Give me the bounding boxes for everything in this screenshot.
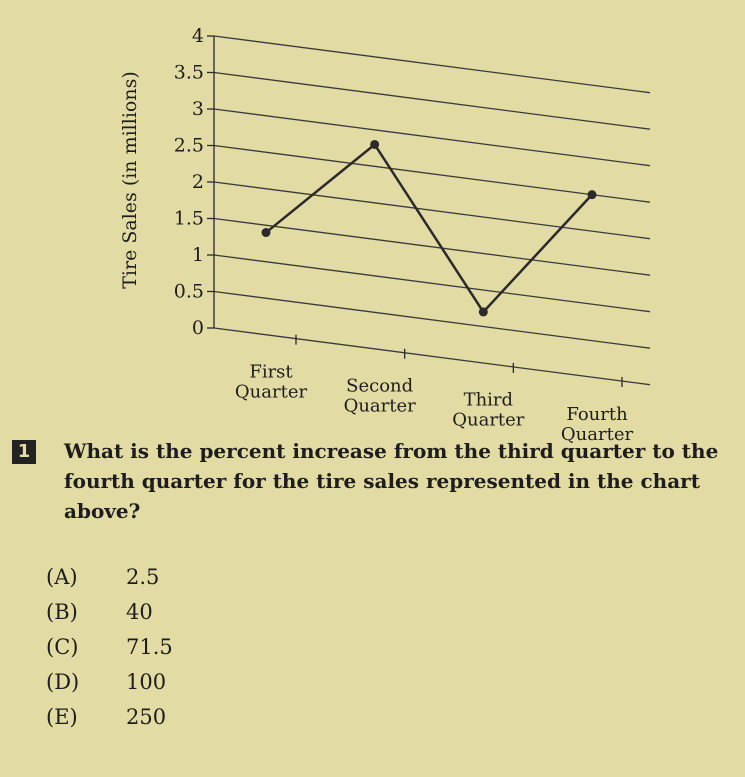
data-point — [262, 228, 271, 237]
choice-d[interactable] — [46, 665, 173, 700]
question-number: 1 — [12, 440, 36, 464]
choice-letter: (E) — [46, 705, 78, 729]
gridline — [214, 36, 650, 93]
choice-value: 250 — [126, 705, 167, 729]
y-tick-label: 2.5 — [173, 134, 204, 157]
series-line — [266, 144, 592, 311]
x-category-label: Second Quarter — [343, 375, 416, 417]
x-category-label: Fourth Quarter — [560, 403, 634, 445]
choice-letter: (D) — [46, 670, 80, 694]
answer-choices — [46, 560, 173, 735]
choice-letter: (A) — [46, 565, 78, 589]
choice-letter: (B) — [46, 600, 78, 624]
gridline — [214, 146, 650, 203]
data-point — [588, 190, 597, 199]
gridline — [214, 219, 650, 276]
y-axis-label: Tire Sales (in millions) — [119, 71, 141, 289]
choice-c[interactable] — [46, 630, 173, 665]
y-tick-label: 0.5 — [173, 280, 204, 303]
data-point — [370, 140, 379, 149]
data-point — [479, 307, 488, 316]
gridline — [214, 109, 650, 166]
gridline — [214, 182, 650, 239]
question-text: What is the percent increase from the third quarter to the fourth quarter for the tire sales represented in the chart above? — [64, 439, 719, 523]
choice-value: 100 — [126, 670, 167, 694]
y-tick-label: 2 — [191, 171, 204, 193]
x-category-label: First Quarter — [234, 361, 308, 403]
x-category-label: Third Quarter — [452, 389, 525, 431]
gridline — [214, 73, 650, 130]
choice-value: 2.5 — [126, 565, 160, 589]
choice-b[interactable] — [46, 595, 173, 630]
gridline — [214, 255, 650, 312]
chart-gridlines — [214, 36, 650, 385]
choice-a[interactable] — [46, 560, 173, 595]
x-axis-categories — [235, 335, 634, 445]
y-tick-label: 4 — [191, 25, 204, 47]
y-tick-label: 0 — [191, 317, 204, 339]
gridline — [214, 292, 650, 349]
y-tick-label: 3 — [191, 98, 204, 120]
y-tick-label: 1.5 — [173, 207, 204, 230]
y-tick-label: 3.5 — [173, 61, 204, 84]
choice-e[interactable] — [46, 700, 173, 735]
y-tick-label: 1 — [191, 244, 204, 266]
choice-letter: (C) — [46, 635, 79, 659]
choice-value: 40 — [126, 600, 153, 624]
y-axis-ticks — [174, 25, 214, 339]
choice-value: 71.5 — [126, 635, 173, 659]
